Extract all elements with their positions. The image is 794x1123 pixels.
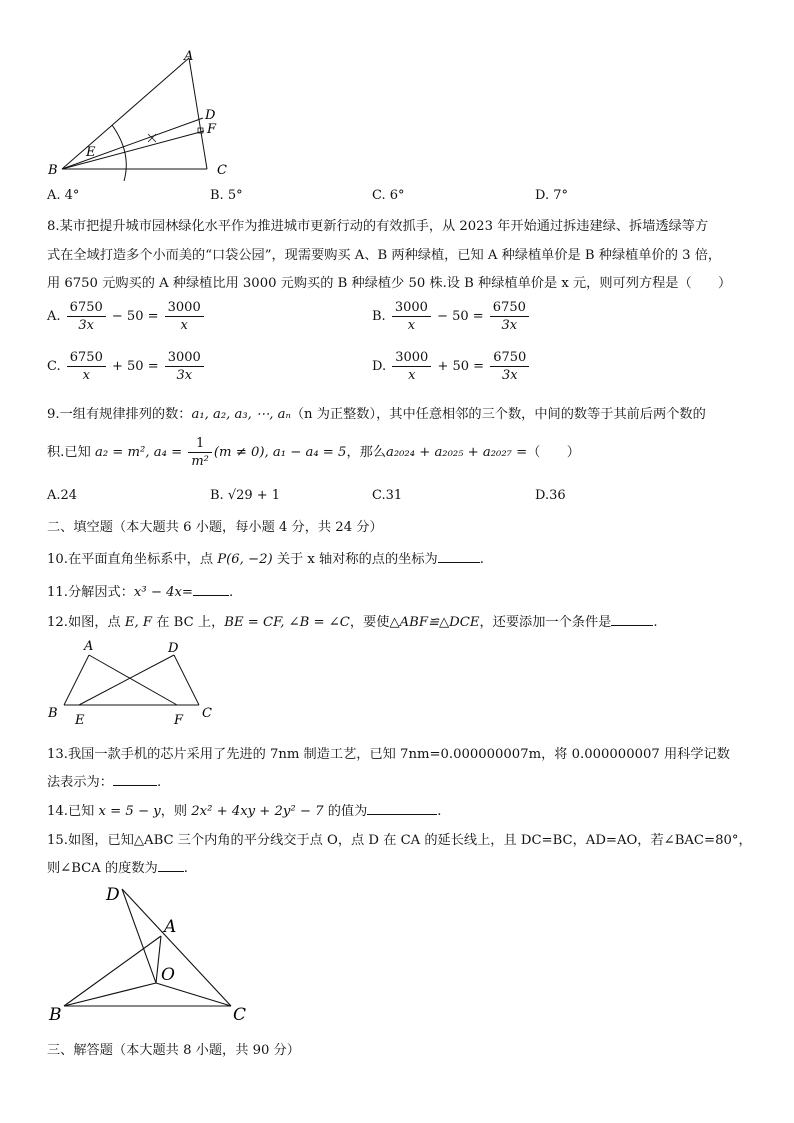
label-O: O <box>161 965 175 985</box>
label-B: B <box>48 706 58 721</box>
q12-points: E, F <box>124 615 153 630</box>
q12-condition: BE = CF, ∠B = ∠C <box>224 615 350 630</box>
q10: 10.在平面直角坐标系中，点 P(6, −2) 关于 x 轴对称的点的坐标为 . <box>47 552 484 567</box>
label-D: D <box>106 885 120 905</box>
label-D: D <box>168 641 179 656</box>
q8-line3: 用 6750 元购买的 A 种绿植比用 3000 元购买的 B 种绿植少 50 株.设 B 种绿植单价是 x 元，则可列方程是（ ） <box>47 276 732 291</box>
answer-blank[interactable] <box>367 802 437 815</box>
q14-text-2: ，则 <box>160 804 192 819</box>
q9-then: ，那么 <box>346 445 386 460</box>
q8-option-a[interactable] <box>47 299 206 334</box>
q15-text: 则∠BCA 的度数为 <box>47 861 158 876</box>
label-F: F <box>207 122 217 137</box>
q12-congruence: △ABF≌△DCE <box>389 615 480 630</box>
figure-q15 <box>44 880 264 1030</box>
option-label: C. <box>47 359 61 374</box>
q7-option-d[interactable]: D. 7° <box>535 188 568 203</box>
q9-line1 <box>47 403 706 422</box>
numerator: 3000 <box>165 299 204 317</box>
fraction <box>165 349 204 384</box>
section-2-heading: 二、填空题（本大题共 6 小题，每小题 4 分，共 24 分） <box>47 520 383 535</box>
q14-condition: x = 5 − y <box>98 804 161 819</box>
numerator: 3000 <box>165 349 204 367</box>
q9-a2-expr: a₂ = m², a₄ = <box>94 445 183 460</box>
numerator: 3000 <box>392 299 431 317</box>
q9-option-b[interactable]: B. √29 + 1 <box>210 488 281 503</box>
q10-text: 10.在平面直角坐标系中，点 <box>47 552 218 567</box>
label-C: C <box>217 163 227 178</box>
numerator: 6750 <box>490 349 529 367</box>
denominator: 3x <box>176 368 193 383</box>
numerator: 6750 <box>67 349 106 367</box>
answer-blank[interactable] <box>113 773 157 786</box>
q8-line2: 式在全域打造多个小而美的“口袋公园”，现需要购买 A、B 两种绿植，已知 A 种绿植单价是 B 种绿植单价的 3 倍， <box>47 248 722 263</box>
fraction <box>67 349 106 384</box>
numerator: 1 <box>188 435 212 453</box>
q15-line2: 则∠BCA 的度数为 . <box>47 861 188 876</box>
operator: − 50 = <box>111 309 159 324</box>
figure-q12 <box>44 637 224 729</box>
q13-line2: 法表示为： . <box>47 775 162 790</box>
answer-blank[interactable] <box>193 583 229 596</box>
q9-condition: (m ≠ 0), a₁ − a₄ = 5 <box>213 445 347 460</box>
section-3-heading: 三、解答题（本大题共 8 小题，共 90 分） <box>47 1043 300 1058</box>
label-E: E <box>86 145 96 160</box>
q9-answer-paren: （ ） <box>527 445 580 460</box>
fraction <box>490 299 529 334</box>
label-B: B <box>48 163 58 178</box>
q9-sequence: a₁, a₂, a₃, ⋯, aₙ <box>191 407 291 422</box>
q11-expr: x³ − 4x= <box>133 585 193 600</box>
denominator: 3x <box>501 368 518 383</box>
answer-blank[interactable] <box>438 550 480 563</box>
q14-text-3: 的值为 <box>323 804 368 819</box>
numerator: 3000 <box>392 349 431 367</box>
q13-line1: 13.我国一款手机的芯片采用了先进的 7nm 制造工艺，已知 7nm=0.000000007m，将 0.000000007 用科学记数 <box>47 747 730 762</box>
q8-option-b[interactable] <box>372 299 531 334</box>
q11: 11.分解因式：x³ − 4x= . <box>47 585 234 600</box>
q7-option-a[interactable]: A. 4° <box>47 188 80 203</box>
q7-option-b[interactable]: B. 5° <box>210 188 243 203</box>
option-label: A. <box>47 309 61 324</box>
q14-text: 14.已知 <box>47 804 99 819</box>
operator: + 50 = <box>112 359 159 374</box>
q12-text-3: ，要使 <box>349 615 390 630</box>
q11-text: 11.分解因式： <box>47 585 134 600</box>
q12-text-2: 在 BC 上， <box>152 615 225 630</box>
denominator: x <box>407 318 416 333</box>
q9-option-d[interactable]: D.36 <box>535 488 566 503</box>
q12-text: 12.如图，点 <box>47 615 125 630</box>
q9-given: 积.已知 <box>47 445 91 460</box>
q12: 12.如图，点 E, F 在 BC 上，BE = CF, ∠B = ∠C，要使△ABF≌△DCE，还要添加一个条件是 . <box>47 615 658 630</box>
label-A: A <box>164 917 177 937</box>
q9-intro: 9.一组有规律排列的数： <box>47 407 192 422</box>
answer-blank[interactable] <box>158 859 184 872</box>
q12-text-4: ，还要添加一个条件是 <box>479 615 612 630</box>
q10-point: P(6, −2) <box>217 552 273 567</box>
q8-option-d[interactable] <box>372 349 531 384</box>
q9-option-c[interactable]: C.31 <box>372 488 403 503</box>
q7-option-c[interactable]: C. 6° <box>372 188 405 203</box>
label-B: B <box>49 1005 62 1025</box>
figure-q7 <box>40 48 240 184</box>
q9-line2 <box>47 435 580 470</box>
q14: 14.已知 x = 5 − y，则 2x² + 4xy + 2y² − 7 的值为 . <box>47 804 442 819</box>
q9-description: （n 为正整数），其中任意相邻的三个数，中间的数等于其前后两个数的 <box>290 407 706 422</box>
numerator: 6750 <box>490 299 529 317</box>
fraction <box>392 349 431 384</box>
option-label: D. <box>372 359 387 374</box>
label-A: A <box>184 49 194 64</box>
denominator: x <box>408 368 416 383</box>
denominator: x <box>82 368 90 383</box>
q14-expr: 2x² + 4xy + 2y² − 7 <box>191 804 324 819</box>
operator: + 50 = <box>437 359 485 374</box>
option-label: B. <box>372 309 386 324</box>
q13-text: 法表示为： <box>47 775 113 790</box>
answer-blank[interactable] <box>611 613 653 626</box>
q9-option-a[interactable]: A.24 <box>47 488 78 503</box>
label-D: D <box>205 108 216 123</box>
label-F: F <box>174 713 184 728</box>
denominator: m² <box>191 454 209 469</box>
fraction <box>188 435 212 470</box>
fraction <box>165 299 204 334</box>
denominator: x <box>180 318 188 333</box>
q8-line1: 8.某市把提升城市园林绿化水平作为推进城市更新行动的有效抓手，从 2023 年开始通过拆违建绿、拆墙透绿等方 <box>47 219 709 234</box>
q8-option-c[interactable] <box>47 349 206 384</box>
label-C: C <box>202 706 212 721</box>
fraction <box>490 349 529 384</box>
label-A: A <box>84 639 94 654</box>
denominator: 3x <box>78 318 95 333</box>
fraction <box>67 299 106 334</box>
fraction <box>392 299 431 334</box>
denominator: 3x <box>501 318 518 333</box>
label-E: E <box>75 713 85 728</box>
q9-target-expr: a₂₀₂₄ + a₂₀₂₅ + a₂₀₂₇ = <box>386 445 528 460</box>
operator: − 50 = <box>437 309 484 324</box>
q10-text-end: 关于 x 轴对称的点的坐标为 <box>272 552 438 567</box>
numerator: 6750 <box>67 299 106 317</box>
label-C: C <box>233 1005 247 1025</box>
q15-line1: 15.如图，已知△ABC 三个内角的平分线交于点 O，点 D 在 CA 的延长线上，且 DC=BC，AD=AO，若∠BAC=80°， <box>47 833 752 848</box>
